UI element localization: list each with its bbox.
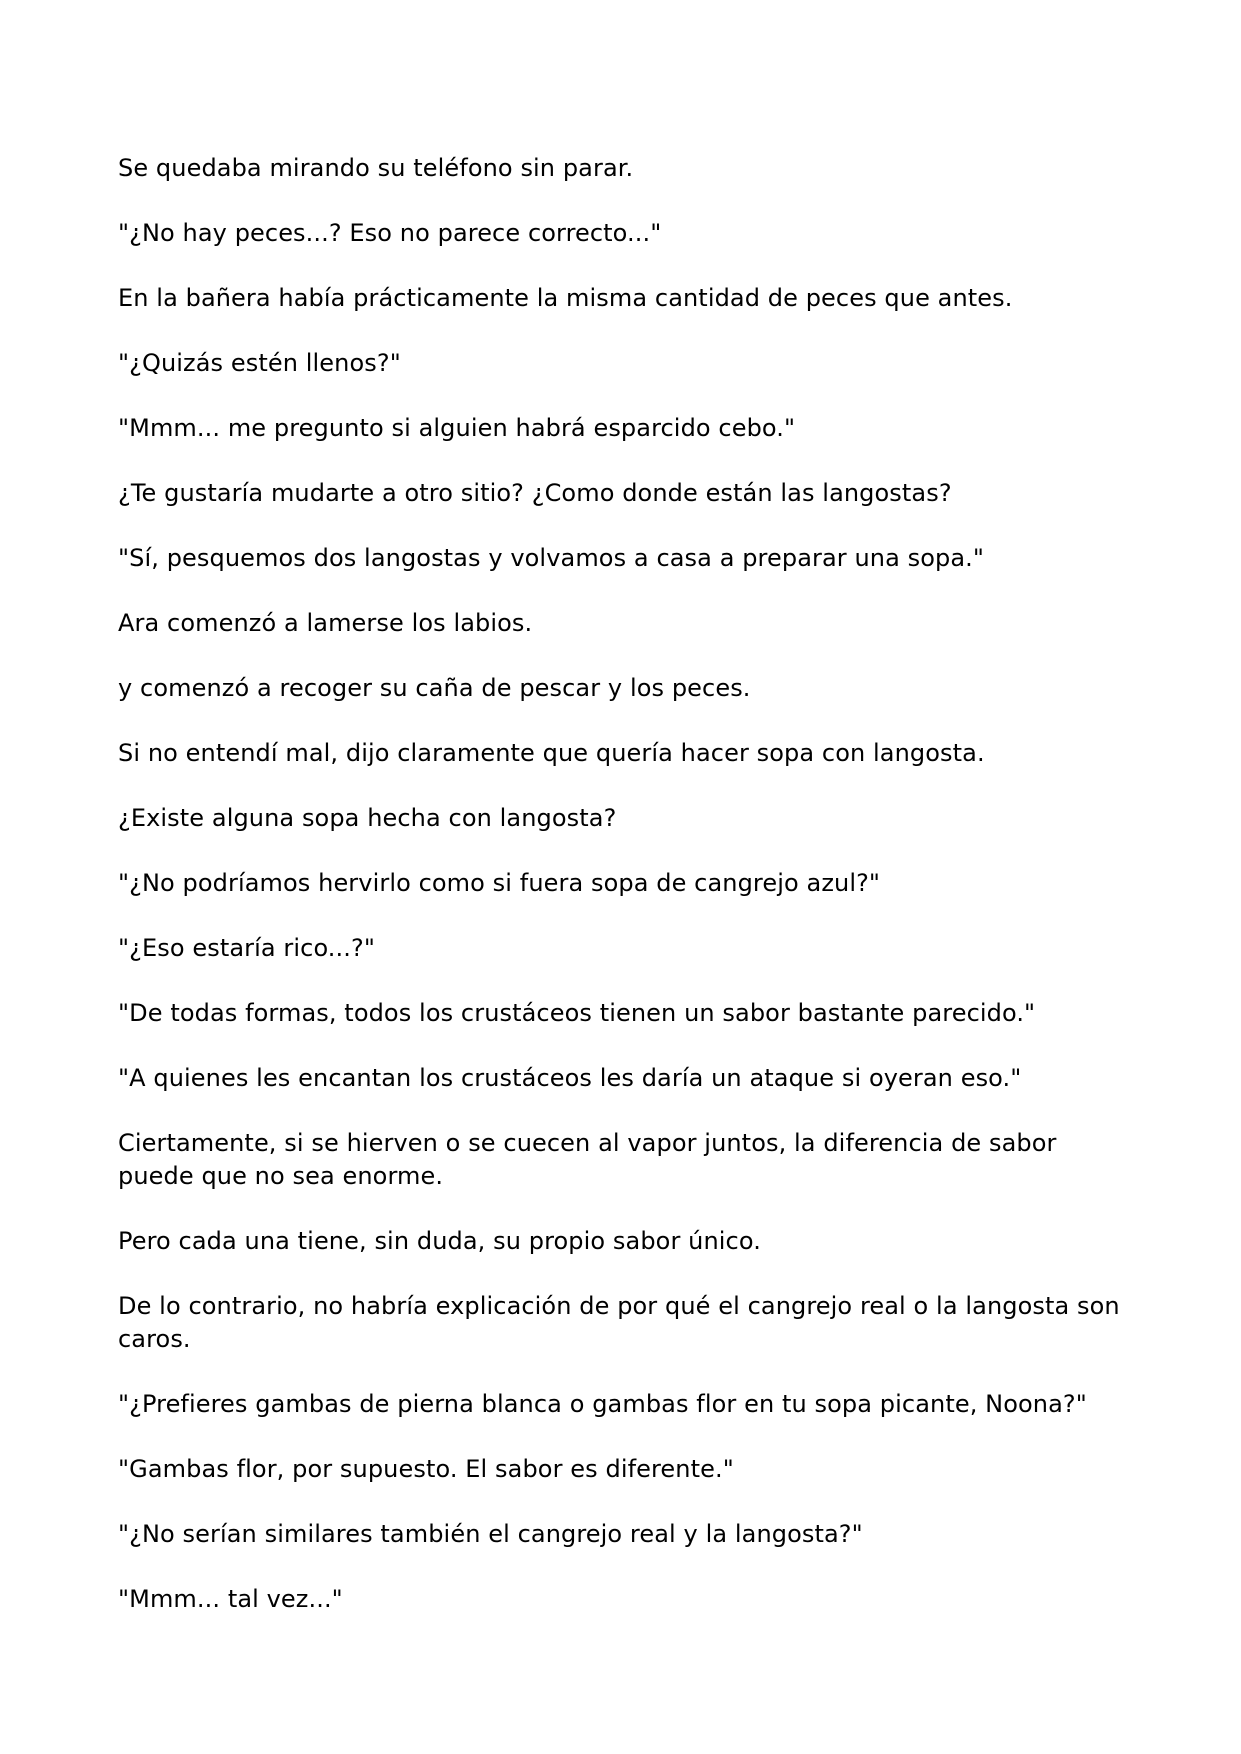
paragraph: Si no entendí mal, dijo claramente que quería hacer sopa con langosta. (118, 739, 985, 767)
paragraph: "Mmm... tal vez..." (118, 1585, 343, 1613)
paragraph: "¿No podríamos hervirlo como si fuera sopa de cangrejo azul?" (118, 869, 881, 897)
paragraph: "¿No hay peces...? Eso no parece correcto..." (118, 219, 662, 247)
paragraph: "¿Quizás estén llenos?" (118, 349, 401, 377)
paragraph: ¿Te gustaría mudarte a otro sitio? ¿Como donde están las langostas? (118, 479, 952, 507)
paragraph: "Sí, pesquemos dos langostas y volvamos a casa a preparar una sopa." (118, 544, 985, 572)
paragraph: Ciertamente, si se hierven o se cuecen al vapor juntos, la diferencia de sabor puede que no sea enorme. (118, 1129, 1057, 1190)
document-body (118, 152, 1128, 1648)
paragraph: "Mmm... me pregunto si alguien habrá esparcido cebo." (118, 414, 796, 442)
paragraph: ¿Existe alguna sopa hecha con langosta? (118, 804, 617, 832)
paragraph: Pero cada una tiene, sin duda, su propio sabor único. (118, 1227, 761, 1255)
paragraph: Ara comenzó a lamerse los labios. (118, 609, 533, 637)
paragraph: Se quedaba mirando su teléfono sin parar. (118, 154, 634, 182)
paragraph: "Gambas flor, por supuesto. El sabor es diferente." (118, 1455, 734, 1483)
paragraph: De lo contrario, no habría explicación de por qué el cangrejo real o la langosta son caros. (118, 1292, 1120, 1353)
paragraph: "¿Eso estaría rico...?" (118, 934, 375, 962)
paragraph: En la bañera había prácticamente la misma cantidad de peces que antes. (118, 284, 1013, 312)
paragraph: "A quienes les encantan los crustáceos les daría un ataque si oyeran eso." (118, 1064, 1022, 1092)
paragraph: "¿No serían similares también el cangrejo real y la langosta?" (118, 1520, 863, 1548)
paragraph: "¿Prefieres gambas de pierna blanca o gambas flor en tu sopa picante, Noona?" (118, 1390, 1087, 1418)
paragraph: y comenzó a recoger su caña de pescar y los peces. (118, 674, 751, 702)
paragraph: "De todas formas, todos los crustáceos tienen un sabor bastante parecido." (118, 999, 1036, 1027)
